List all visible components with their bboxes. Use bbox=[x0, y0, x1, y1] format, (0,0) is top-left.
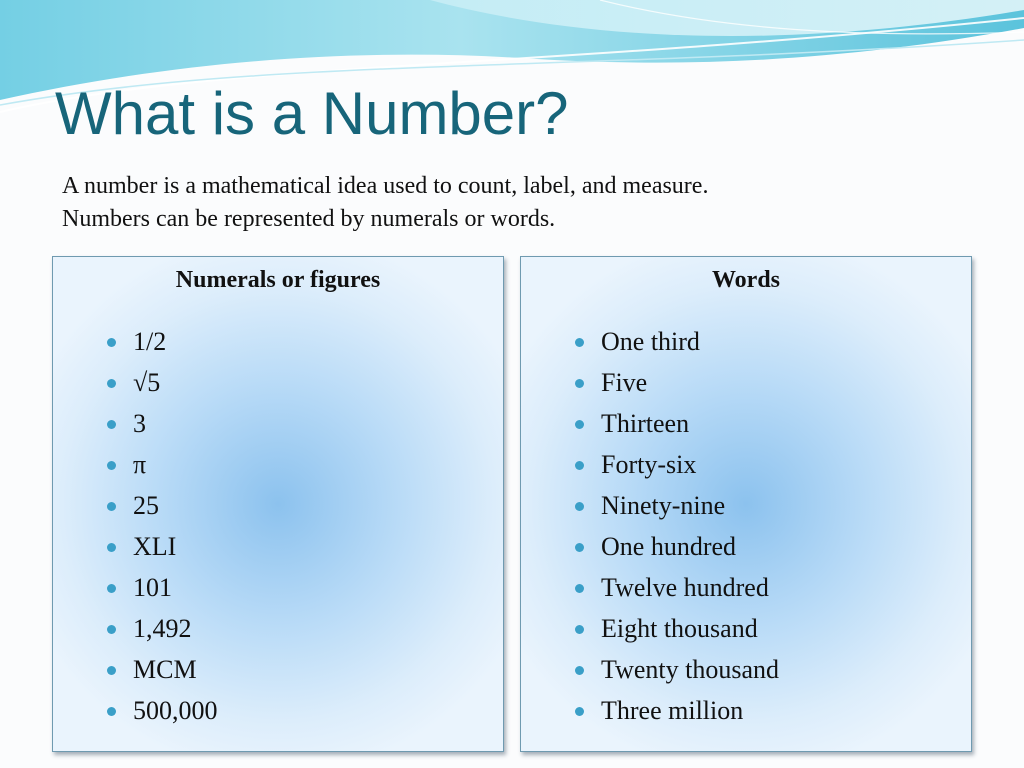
list-item-text: Forty-six bbox=[601, 450, 697, 479]
list-item bbox=[573, 448, 779, 489]
list-item-text: Twenty thousand bbox=[601, 655, 779, 684]
bullet-icon bbox=[575, 338, 584, 347]
list-item-text: π bbox=[133, 450, 147, 479]
list-item-text: √5 bbox=[133, 368, 161, 397]
list-item bbox=[105, 489, 218, 530]
words-panel bbox=[520, 256, 972, 752]
list-item-text: Twelve hundred bbox=[601, 573, 769, 602]
numerals-panel-heading: Numerals or figures bbox=[175, 267, 381, 293]
list-item-text: Three million bbox=[601, 696, 744, 725]
list-item-text: Eight thousand bbox=[601, 614, 758, 643]
list-item-text: One hundred bbox=[601, 532, 737, 561]
list-item-text: 1/2 bbox=[133, 327, 167, 356]
intro-text bbox=[62, 170, 962, 236]
bullet-icon bbox=[575, 584, 584, 593]
list-item bbox=[105, 448, 218, 489]
list-item-text: 1,492 bbox=[133, 614, 192, 643]
bullet-icon bbox=[575, 502, 584, 511]
bullet-icon bbox=[107, 707, 116, 716]
list-item bbox=[105, 694, 218, 735]
bullet-icon bbox=[107, 461, 116, 470]
list-item bbox=[573, 694, 779, 735]
list-item-text: One third bbox=[601, 327, 700, 356]
bullet-icon bbox=[575, 707, 584, 716]
list-item bbox=[105, 612, 218, 653]
bullet-icon bbox=[575, 420, 584, 429]
list-item-text: MCM bbox=[133, 655, 197, 684]
list-item bbox=[573, 366, 779, 407]
list-item bbox=[573, 407, 779, 448]
list-item bbox=[573, 489, 779, 530]
bullet-icon bbox=[107, 502, 116, 511]
bullet-icon bbox=[107, 666, 116, 675]
bullet-icon bbox=[575, 543, 584, 552]
list-item-text: Thirteen bbox=[601, 409, 690, 438]
intro-line: Numbers can be represented by numerals or words. bbox=[62, 206, 556, 232]
numerals-panel bbox=[52, 256, 504, 752]
numerals-list bbox=[105, 325, 218, 735]
list-item-text: 3 bbox=[133, 409, 146, 438]
bullet-icon bbox=[107, 584, 116, 593]
list-item-text: XLI bbox=[133, 532, 177, 561]
bullet-icon bbox=[107, 338, 116, 347]
list-item bbox=[573, 530, 779, 571]
list-item bbox=[573, 612, 779, 653]
words-panel-heading: Words bbox=[711, 267, 780, 293]
list-item bbox=[105, 571, 218, 612]
bullet-icon bbox=[107, 625, 116, 634]
list-item-text: 101 bbox=[133, 573, 172, 602]
list-item-text: Five bbox=[601, 368, 648, 397]
intro-line: A number is a mathematical idea used to count, label, and measure. bbox=[62, 173, 709, 199]
list-item bbox=[105, 653, 218, 694]
list-item bbox=[105, 530, 218, 571]
list-item bbox=[573, 653, 779, 694]
list-item bbox=[105, 366, 218, 407]
list-item bbox=[573, 571, 779, 612]
list-item bbox=[573, 325, 779, 366]
bullet-icon bbox=[107, 379, 116, 388]
list-item-text: 25 bbox=[133, 491, 159, 520]
words-list bbox=[573, 325, 779, 735]
bullet-icon bbox=[575, 666, 584, 675]
list-item-text: 500,000 bbox=[133, 696, 218, 725]
bullet-icon bbox=[575, 625, 584, 634]
list-item bbox=[105, 325, 218, 366]
bullet-icon bbox=[107, 420, 116, 429]
list-item-text: Ninety-nine bbox=[601, 491, 726, 520]
slide-title: What is a Number? bbox=[55, 80, 569, 147]
bullet-icon bbox=[107, 543, 116, 552]
bullet-icon bbox=[575, 461, 584, 470]
bullet-icon bbox=[575, 379, 584, 388]
list-item bbox=[105, 407, 218, 448]
